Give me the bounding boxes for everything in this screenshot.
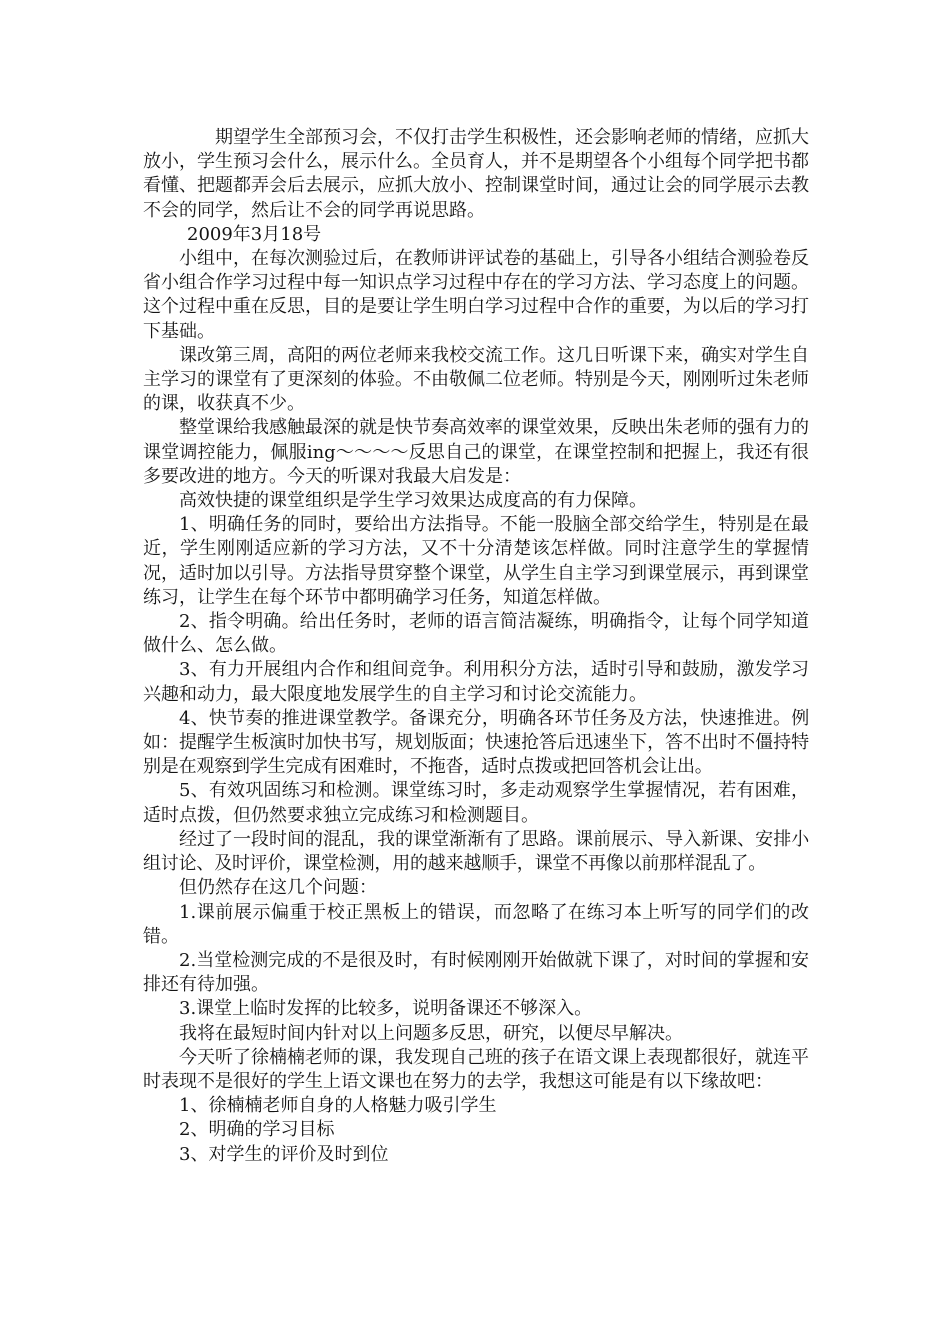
paragraph: 整堂课给我感触最深的就是快节奏高效率的课堂效果，反映出朱老师的强有力的课堂调控能力，佩服ing～～～～反思自己的课堂，在课堂控制和把握上，我还有很多要改进的地方。今天的听课对我最大启发是： <box>143 417 809 487</box>
paragraph: 我将在最短时间内针对以上问题多反思，研究，以便尽早解决。 <box>179 1022 683 1044</box>
list-item: 3.课堂上临时发挥的比较多，说明备课还不够深入。 <box>179 998 593 1020</box>
list-item: 3、对学生的评价及时到位 <box>179 1143 389 1165</box>
list-item: 4、快节奏的推进课堂教学。备课充分，明确各环节任务及方法，快速推进。例如：提醒学生板演时加快书写，规划版面；快速抢答后迅速坐下，答不出时不僵持特别是在观察到学生完成有困难时，不拖沓，适时点拨或把回答机会让出。 <box>143 707 809 778</box>
paragraph: 但仍然存在这几个问题： <box>179 877 377 899</box>
list-item: 5、有效巩固练习和检测。课堂练习时，多走动观察学生掌握情况，若有困难，适时点拨，但仍然要求独立完成练习和检测题目。 <box>143 780 809 826</box>
paragraph: 今天听了徐楠楠老师的课，我发现自己班的孩子在语文课上表现都很好，就连平时表现不是很好的学生上语文课也在努力的去学，我想这可能是有以下缘故吧： <box>143 1046 809 1092</box>
list-item: 1、明确任务的同时，要给出方法指导。不能一股脑全部交给学生，特别是在最近，学生刚刚适应新的学习方法，又不十分清楚该怎样做。同时注意学生的掌握情况，适时加以引导。方法指导贯穿整个课堂，从学生自主学习到课堂展示，再到课堂练习，让学生在每个环节中都明确学习任务，知道怎样做。 <box>143 514 809 608</box>
paragraph: 高效快捷的课堂组织是学生学习效果达成度高的有力保障。 <box>179 490 647 512</box>
list-item: 2、指令明确。给出任务时，老师的语言简洁凝练，明确指令，让每个同学知道做什么、怎么做。 <box>143 611 809 657</box>
paragraph: 经过了一段时间的混乱，我的课堂渐渐有了思路。课前展示、导入新课、安排小组讨论、及时评价，课堂检测，用的越来越顺手，课堂不再像以前那样混乱了。 <box>143 828 809 875</box>
document-body <box>143 126 809 1167</box>
list-item: 2、明确的学习目标 <box>179 1119 335 1141</box>
paragraph: 期望学生全部预习会，不仅打击学生积极性，还会影响老师的情绪，应抓大放小，学生预习会什么，展示什么。全员育人，并不是期望各个小组每个同学把书都看懂、把题都弄会后去展示，应抓大放小、控制课堂时间，通过让会的同学展示去教不会的同学，然后让不会的同学再说思路。 <box>143 127 809 221</box>
list-item: 1、徐楠楠老师自身的人格魅力吸引学生 <box>179 1095 497 1117</box>
paragraph: 小组中，在每次测验过后，在教师讲评试卷的基础上，引导各小组结合测验卷反省小组合作学习过程中每一知识点学习过程中存在的学习方法、学习态度上的问题。这个过程中重在反思，目的是要让学生明白学习过程中合作的重要，为以后的学习打下基础。 <box>143 248 809 342</box>
list-item: 2.当堂检测完成的不是很及时，有时候刚刚开始做就下课了，对时间的掌握和安排还有待加强。 <box>143 949 809 996</box>
list-item: 3、有力开展组内合作和组间竞争。利用积分方法，适时引导和鼓励，激发学习兴趣和动力，最大限度地发展学生的自主学习和讨论交流能力。 <box>143 659 809 705</box>
date-line: 2009年3月18号 <box>187 223 322 245</box>
paragraph: 课改第三周，高阳的两位老师来我校交流工作。这几日听课下来，确实对学生自主学习的课堂有了更深刻的体验。不由敬佩二位老师。特别是今天，刚刚听过朱老师的课，收获真不少。 <box>143 344 809 415</box>
list-item: 1.课前展示偏重于校正黑板上的错误，而忽略了在练习本上听写的同学们的改错。 <box>143 901 809 947</box>
